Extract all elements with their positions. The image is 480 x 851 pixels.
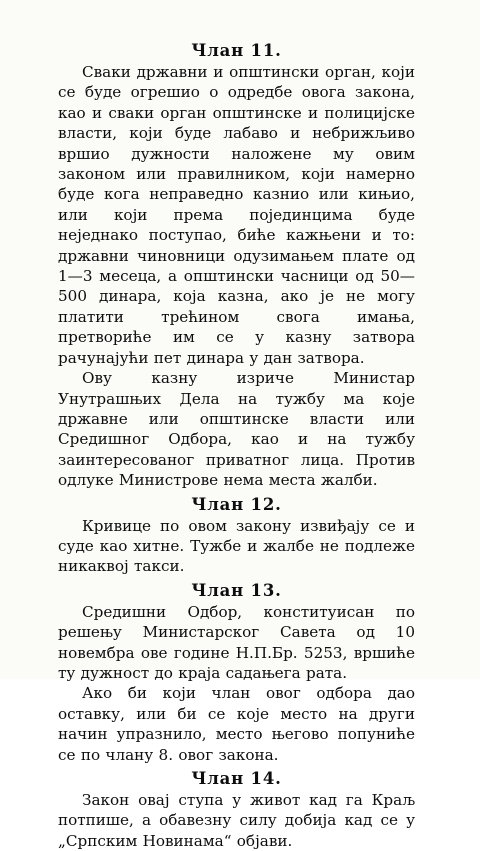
text-column bbox=[58, 40, 415, 851]
article-paragraph: Средишни Одбор, конституисан по решењу Министарског Савета од 10 новембра ове године Н.П.Бр. 5253, вршиће ту дужност до краја садањега рата. bbox=[58, 602, 415, 682]
article-heading: Члан 12. bbox=[191, 494, 282, 514]
article-11 bbox=[58, 40, 415, 491]
article-12 bbox=[58, 494, 415, 577]
article-paragraph: Сваки државни и општински орган, који се буде огрешио о одредбе овога закона, као и сваки орган општинске и полицијске власти, који буде лабаво и небрижљиво вршио дужности наложене му овим законом или правилником, који намерно буде кога неправедно казнио или кињио, или који према појединцима буде неједнако поступао, биће кажњени и то: државни чиновници одузимањем плате од 1—3 месеца, а општински часници од 50—500 динара, која казна, ако је не могу платити трећином свога имања, претвориће им се у казну затвора рачунајући пет динара у дан затвора. bbox=[58, 63, 415, 367]
article-paragraph: Закон овај ступа у живот кад га Краљ потпише, а обавезну силу добија кад се у „Српским Новинама“ објави. bbox=[58, 791, 415, 850]
article-paragraph: Ако би који члан овог одбора дао оставку, или би се које место на други начин упразнило, место његово попуниће се по члану 8. овог закона. bbox=[58, 684, 415, 764]
article-heading: Члан 13. bbox=[191, 580, 282, 600]
article-heading: Члан 14. bbox=[191, 769, 282, 788]
article-14 bbox=[58, 768, 415, 851]
article-paragraph: Ову казну изриче Министар Унутрашњих Дела на тужбу ма које државне или општинске власти или Средишног Одбора, као и на тужбу заинтересованог приватног лица. Против одлуке Министрове нема места жалби. bbox=[58, 369, 415, 490]
article-heading: Члан 11. bbox=[191, 41, 282, 60]
article-paragraph: Кривице по овом закону извиђају се и суде као хитне. Тужбе и жалбе не подлеже никаквој такси. bbox=[58, 516, 415, 576]
article-13 bbox=[58, 580, 415, 765]
